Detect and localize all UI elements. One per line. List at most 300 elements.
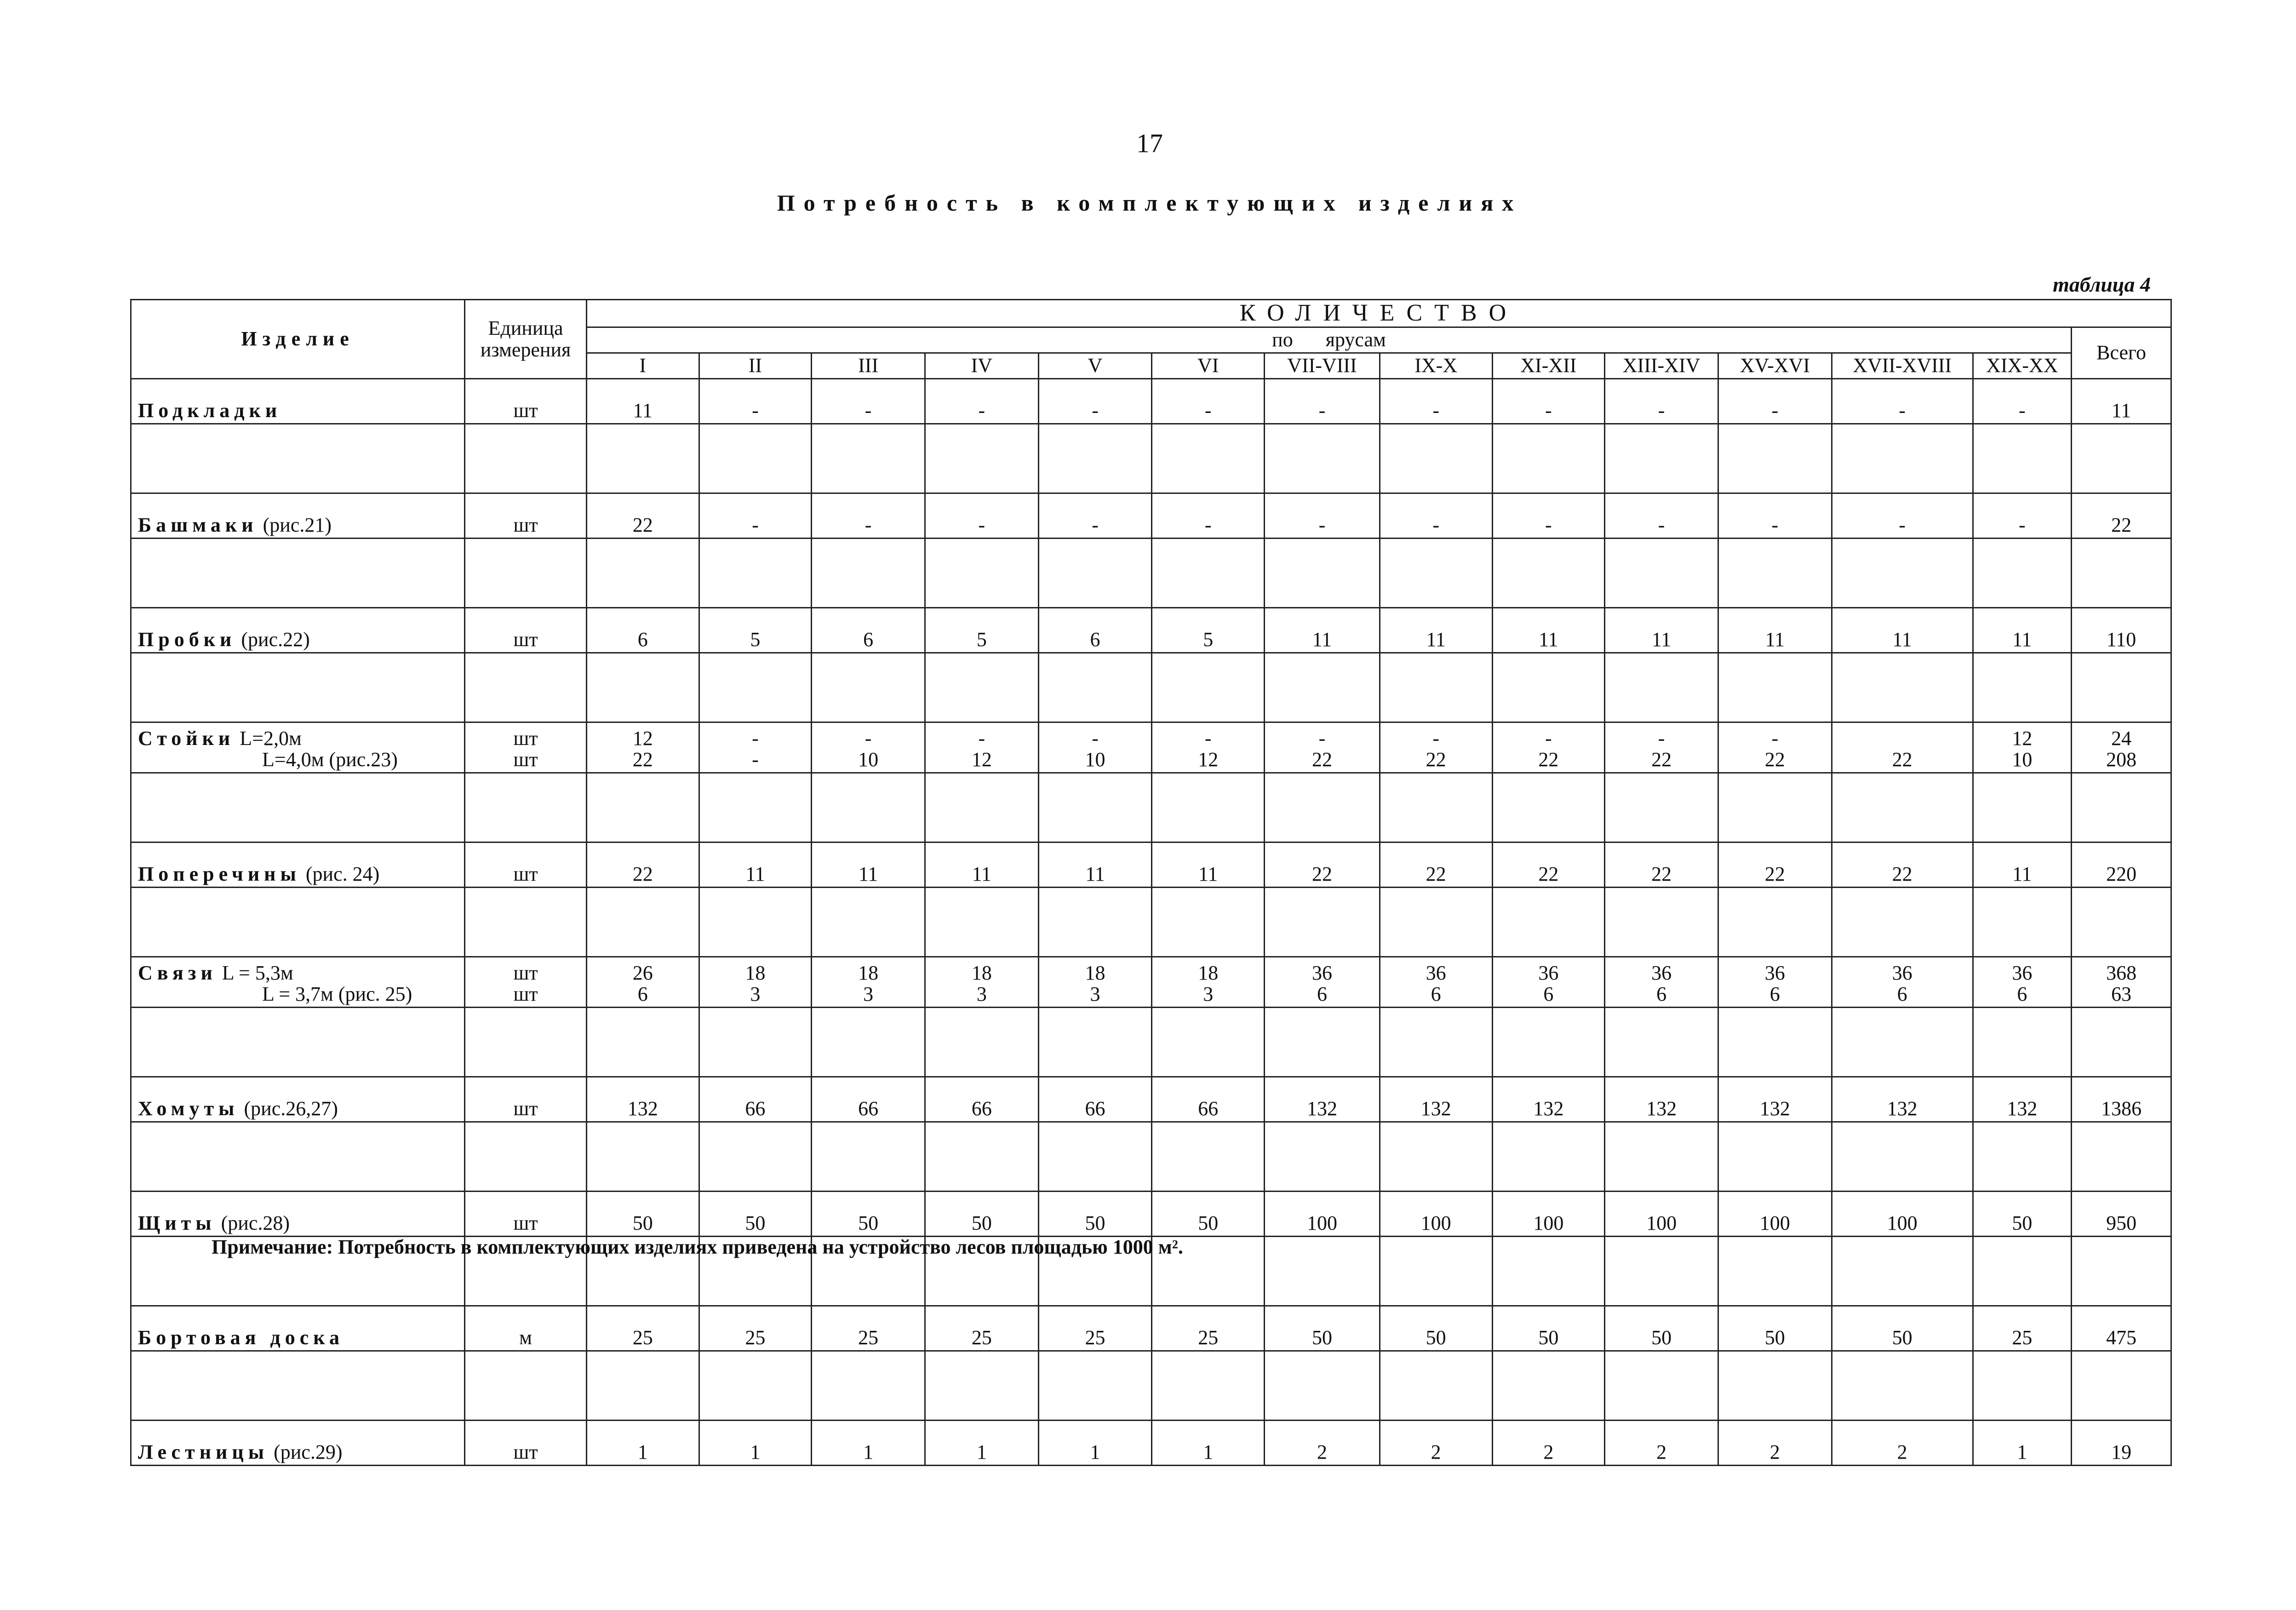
header-unit-line2: измерения: [480, 338, 571, 361]
unit-value: шт: [513, 399, 538, 422]
empty-cell: [131, 653, 465, 722]
qty-value: -: [1318, 513, 1326, 536]
qty-value: 11: [1312, 628, 1332, 651]
qty-cell: [1152, 842, 1265, 888]
spacer-row: [131, 1008, 2171, 1077]
empty-cell: [699, 1008, 812, 1077]
empty-cell: [1492, 424, 1605, 493]
qty-cell: [699, 379, 812, 424]
header-item: Изделие: [131, 300, 465, 379]
empty-cell: [465, 539, 587, 608]
empty-cell: [1380, 1237, 1492, 1306]
empty-cell: [1492, 1237, 1605, 1306]
qty-value: 36: [1892, 961, 1912, 984]
empty-cell: [1832, 1351, 1973, 1421]
empty-cell: [1832, 1008, 1973, 1077]
qty-cell: [1152, 1421, 1265, 1466]
empty-cell: [586, 424, 699, 493]
qty-cell: [586, 842, 699, 888]
qty-value: 2: [1656, 1440, 1667, 1463]
empty-cell: [812, 888, 925, 957]
empty-cell: [1832, 1122, 1973, 1192]
empty-cell: [586, 653, 699, 722]
empty-cell: [925, 1122, 1038, 1192]
spacer-row: [131, 1122, 2171, 1192]
header-unit: [465, 300, 587, 379]
qty-cell: [1265, 1077, 1380, 1122]
empty-cell: [1380, 1122, 1492, 1192]
qty-cell: [1380, 1421, 1492, 1466]
qty-value: 24: [2111, 727, 2132, 750]
qty-cell: [586, 493, 699, 539]
qty-value: -: [978, 399, 985, 422]
qty-value: 368: [2106, 961, 2137, 984]
qty-cell: [1265, 957, 1380, 1008]
qty-cell: [812, 1306, 925, 1351]
qty-value: 3: [976, 982, 987, 1005]
qty-value: -: [1771, 399, 1779, 422]
unit-value: шт: [513, 961, 538, 984]
empty-cell: [1492, 653, 1605, 722]
item-name-cell: [131, 608, 465, 653]
empty-cell: [1038, 1351, 1152, 1421]
qty-cell: [1973, 608, 2072, 653]
qty-value: 132: [1420, 1097, 1451, 1120]
qty-cell: [1380, 608, 1492, 653]
qty-cell: [1265, 842, 1380, 888]
qty-value: 220: [2106, 862, 2137, 885]
qty-cell: [1973, 1421, 2072, 1466]
total-cell: [2072, 722, 2171, 773]
empty-cell: [1380, 888, 1492, 957]
unit-value: шт: [513, 748, 538, 771]
item-row: [131, 608, 2171, 653]
item-name: Бортовая доска: [138, 1326, 344, 1349]
tier-header: VI: [1152, 353, 1265, 379]
qty-cell: [1380, 493, 1492, 539]
qty-value: 22: [1651, 862, 1672, 885]
qty-cell: [586, 1421, 699, 1466]
empty-cell: [1038, 539, 1152, 608]
qty-value: -: [752, 727, 759, 750]
qty-value: -: [1658, 513, 1665, 536]
qty-value: 10: [858, 748, 879, 771]
qty-value: 50: [1426, 1326, 1446, 1349]
qty-value: 3: [863, 982, 874, 1005]
empty-cell: [1718, 424, 1832, 493]
qty-value: 18: [1085, 961, 1105, 984]
qty-cell: [1605, 842, 1718, 888]
empty-cell: [1832, 773, 1973, 842]
item-name-cell: [131, 1077, 465, 1122]
empty-cell: [1605, 888, 1718, 957]
item-name-cell: [131, 379, 465, 424]
qty-value: -: [2019, 399, 2026, 422]
total-cell: [2072, 1077, 2171, 1122]
unit-value: шт: [513, 1440, 538, 1463]
qty-cell: [1973, 1077, 2072, 1122]
qty-cell: [1973, 1192, 2072, 1237]
unit-cell: [465, 842, 587, 888]
qty-value: 1: [863, 1440, 874, 1463]
item-name: Башмаки: [138, 513, 258, 536]
total-cell: [2072, 1421, 2171, 1466]
qty-value: 36: [1764, 961, 1785, 984]
qty-cell: [812, 957, 925, 1008]
qty-cell: [1152, 1192, 1265, 1237]
qty-value: -: [1432, 513, 1439, 536]
empty-cell: [2072, 888, 2171, 957]
empty-cell: [1718, 539, 1832, 608]
qty-value: 1386: [2101, 1097, 2142, 1120]
qty-value: 11: [1426, 628, 1446, 651]
empty-cell: [586, 888, 699, 957]
qty-cell: [1265, 1421, 1380, 1466]
qty-value: 22: [632, 513, 653, 536]
qty-value: 110: [2106, 628, 2136, 651]
item-row: [131, 379, 2171, 424]
qty-cell: [925, 1306, 1038, 1351]
qty-value: 10: [2012, 748, 2033, 771]
empty-cell: [812, 1351, 925, 1421]
qty-value: 11: [1892, 628, 1912, 651]
empty-cell: [465, 888, 587, 957]
qty-cell: [1832, 493, 1973, 539]
qty-value: 6: [863, 628, 874, 651]
qty-value: 36: [1651, 961, 1672, 984]
qty-cell: [1380, 1077, 1492, 1122]
spacer-row: [131, 1351, 2171, 1421]
empty-cell: [1152, 1008, 1265, 1077]
qty-value: 1: [750, 1440, 761, 1463]
qty-cell: [1973, 493, 2072, 539]
unit-cell: [465, 1192, 587, 1237]
qty-value: -: [2019, 513, 2026, 536]
qty-cell: [586, 608, 699, 653]
item-name-cell: [131, 842, 465, 888]
empty-cell: [925, 424, 1038, 493]
item-name-ref: (рис.22): [236, 628, 310, 651]
tier-header: XI-XII: [1492, 353, 1605, 379]
qty-value: 5: [1203, 628, 1214, 651]
qty-value: 22: [1892, 862, 1912, 885]
qty-value: 25: [858, 1326, 879, 1349]
qty-value: 22: [2111, 513, 2132, 536]
qty-cell: [1718, 842, 1832, 888]
qty-cell: [1605, 1421, 1718, 1466]
empty-cell: [1718, 888, 1832, 957]
empty-cell: [699, 888, 812, 957]
total-cell: [2072, 1192, 2171, 1237]
qty-value: 50: [1764, 1326, 1785, 1349]
unit-value: шт: [513, 982, 538, 1005]
empty-cell: [131, 539, 465, 608]
qty-value: 50: [971, 1211, 992, 1234]
item-name-ref: (рис.28): [216, 1211, 290, 1234]
qty-cell: [1265, 379, 1380, 424]
item-name: Лестницы: [138, 1440, 269, 1463]
table-label: таблица 4: [2053, 273, 2151, 296]
empty-cell: [925, 539, 1038, 608]
empty-cell: [465, 1122, 587, 1192]
empty-cell: [1265, 539, 1380, 608]
qty-value: 36: [2012, 961, 2033, 984]
tier-header: III: [812, 353, 925, 379]
qty-value: -: [978, 727, 985, 750]
qty-value: 22: [632, 748, 653, 771]
qty-cell: [1265, 1192, 1380, 1237]
qty-value: 50: [1198, 1211, 1219, 1234]
qty-value: 6: [1317, 982, 1327, 1005]
unit-cell: [465, 957, 587, 1008]
qty-value: 19: [2111, 1440, 2132, 1463]
qty-value: 6: [1431, 982, 1441, 1005]
qty-value: 18: [971, 961, 992, 984]
empty-cell: [1605, 1237, 1718, 1306]
empty-cell: [1605, 1008, 1718, 1077]
qty-cell: [1492, 1421, 1605, 1466]
qty-cell: [1973, 722, 2072, 773]
empty-cell: [925, 1008, 1038, 1077]
item-row: [131, 1192, 2171, 1237]
empty-cell: [1973, 1351, 2072, 1421]
empty-cell: [1718, 653, 1832, 722]
qty-cell: [1718, 379, 1832, 424]
qty-value: -: [1545, 399, 1552, 422]
qty-cell: [699, 957, 812, 1008]
qty-value: -: [1899, 513, 1906, 536]
item-name: Связи: [138, 961, 217, 984]
qty-value: 50: [1311, 1326, 1332, 1349]
qty-value: 100: [1646, 1211, 1677, 1234]
qty-value: 50: [1892, 1326, 1912, 1349]
unit-cell: [465, 1306, 587, 1351]
qty-cell: [1038, 957, 1152, 1008]
qty-cell: [1492, 493, 1605, 539]
empty-cell: [812, 1122, 925, 1192]
empty-cell: [1605, 1351, 1718, 1421]
qty-value: 100: [1759, 1211, 1790, 1234]
unit-value: шт: [513, 628, 538, 651]
tier-header: XIII-XIV: [1605, 353, 1718, 379]
empty-cell: [465, 424, 587, 493]
qty-value: 18: [1198, 961, 1219, 984]
empty-cell: [699, 539, 812, 608]
empty-cell: [1265, 773, 1380, 842]
header-unit-line1: Единица: [488, 317, 563, 340]
item-row: [131, 722, 2171, 773]
quantity-table: [130, 299, 2172, 1466]
qty-cell: [812, 1192, 925, 1237]
qty-value: 11: [633, 399, 653, 422]
tier-header: XVII-XVIII: [1832, 353, 1973, 379]
qty-cell: [1718, 1077, 1832, 1122]
qty-value: 6: [1656, 982, 1667, 1005]
item-name-line2: L = 3,7м (рис. 25): [262, 982, 412, 1005]
unit-value: шт: [513, 1211, 538, 1234]
qty-cell: [1832, 1192, 1973, 1237]
item-name: Подкладки: [138, 399, 282, 422]
qty-cell: [1605, 379, 1718, 424]
qty-cell: [1973, 1306, 2072, 1351]
qty-cell: [1605, 957, 1718, 1008]
empty-cell: [1152, 1122, 1265, 1192]
qty-value: -: [1092, 727, 1099, 750]
qty-value: 2: [1317, 1440, 1327, 1463]
qty-cell: [1038, 722, 1152, 773]
qty-cell: [1718, 722, 1832, 773]
header-total: Всего: [2072, 327, 2171, 379]
qty-value: 132: [1306, 1097, 1337, 1120]
empty-cell: [1265, 888, 1380, 957]
empty-cell: [1492, 1008, 1605, 1077]
empty-cell: [1492, 539, 1605, 608]
qty-value: -: [1545, 513, 1552, 536]
empty-cell: [586, 1122, 699, 1192]
qty-value: 22: [1764, 862, 1785, 885]
qty-cell: [1718, 608, 1832, 653]
qty-cell: [1152, 379, 1265, 424]
qty-value: 11: [858, 862, 878, 885]
qty-cell: [812, 493, 925, 539]
qty-cell: [1265, 722, 1380, 773]
qty-cell: [1492, 722, 1605, 773]
qty-cell: [1973, 379, 2072, 424]
qty-value: 6: [2017, 982, 2027, 1005]
qty-value: 6: [637, 628, 648, 651]
empty-cell: [131, 1122, 465, 1192]
qty-cell: [1038, 1306, 1152, 1351]
empty-cell: [1380, 424, 1492, 493]
empty-cell: [1492, 773, 1605, 842]
qty-cell: [812, 722, 925, 773]
empty-cell: [465, 653, 587, 722]
qty-value: 132: [1533, 1097, 1564, 1120]
qty-cell: [1605, 608, 1718, 653]
empty-cell: [1973, 1237, 2072, 1306]
qty-value: 22: [1892, 748, 1912, 771]
spacer-row: [131, 888, 2171, 957]
qty-cell: [1492, 379, 1605, 424]
empty-cell: [131, 424, 465, 493]
qty-cell: [1605, 722, 1718, 773]
qty-value: 22: [1426, 748, 1446, 771]
unit-value: шт: [513, 862, 538, 885]
qty-cell: [1605, 1077, 1718, 1122]
item-name: Щиты: [138, 1211, 216, 1234]
empty-cell: [1832, 1237, 1973, 1306]
qty-cell: [1152, 493, 1265, 539]
qty-cell: [1380, 379, 1492, 424]
qty-value: -: [865, 399, 872, 422]
qty-cell: [925, 608, 1038, 653]
qty-value: 11: [1765, 628, 1785, 651]
empty-cell: [1038, 1122, 1152, 1192]
empty-cell: [1492, 1351, 1605, 1421]
qty-cell: [812, 379, 925, 424]
empty-cell: [1718, 1237, 1832, 1306]
spacer-row: [131, 653, 2171, 722]
unit-cell: [465, 379, 587, 424]
empty-cell: [1973, 1122, 2072, 1192]
spacer-row: [131, 424, 2171, 493]
empty-cell: [2072, 1008, 2171, 1077]
unit-value: шт: [513, 727, 538, 750]
qty-value: 100: [1420, 1211, 1451, 1234]
unit-cell: [465, 1421, 587, 1466]
qty-value: 3: [1090, 982, 1100, 1005]
qty-cell: [1265, 1306, 1380, 1351]
item-row: [131, 493, 2171, 539]
qty-value: -: [1318, 727, 1326, 750]
item-row: [131, 1421, 2171, 1466]
qty-value: 22: [1311, 748, 1332, 771]
item-name: Стойки: [138, 727, 235, 750]
qty-value: -: [1771, 727, 1779, 750]
qty-value: 132: [627, 1097, 658, 1120]
qty-cell: [1492, 608, 1605, 653]
qty-value: 11: [2111, 399, 2131, 422]
qty-value: -: [752, 399, 759, 422]
empty-cell: [131, 773, 465, 842]
qty-value: 1: [2017, 1440, 2027, 1463]
empty-cell: [586, 539, 699, 608]
qty-cell: [699, 722, 812, 773]
item-row: [131, 957, 2171, 1008]
qty-cell: [925, 1077, 1038, 1122]
qty-value: -: [1204, 399, 1212, 422]
qty-value: 950: [2106, 1211, 2137, 1234]
empty-cell: [2072, 424, 2171, 493]
empty-cell: [1265, 1351, 1380, 1421]
qty-cell: [1718, 1421, 1832, 1466]
qty-value: -: [1318, 399, 1326, 422]
empty-cell: [1492, 888, 1605, 957]
empty-cell: [465, 773, 587, 842]
total-cell: [2072, 493, 2171, 539]
qty-value: -: [865, 727, 872, 750]
empty-cell: [1380, 773, 1492, 842]
qty-value: 22: [1538, 862, 1559, 885]
empty-cell: [1605, 773, 1718, 842]
qty-cell: [586, 1077, 699, 1122]
qty-value: 22: [632, 862, 653, 885]
empty-cell: [1973, 539, 2072, 608]
qty-cell: [1038, 1077, 1152, 1122]
qty-cell: [1718, 957, 1832, 1008]
qty-cell: [1152, 957, 1265, 1008]
empty-cell: [812, 1008, 925, 1077]
qty-value: 5: [750, 628, 761, 651]
empty-cell: [131, 1351, 465, 1421]
empty-cell: [1973, 888, 2072, 957]
empty-cell: [1605, 424, 1718, 493]
qty-cell: [812, 1421, 925, 1466]
qty-value: 1: [637, 1440, 648, 1463]
footnote: Примечание: Потребность в комплектующих изделиях приведена на устройство лесов площадью 1000 м².: [212, 1236, 1183, 1258]
qty-value: 100: [1887, 1211, 1918, 1234]
qty-value: 25: [632, 1326, 653, 1349]
qty-cell: [1038, 842, 1152, 888]
empty-cell: [1152, 773, 1265, 842]
total-cell: [2072, 957, 2171, 1008]
qty-cell: [812, 1077, 925, 1122]
empty-cell: [812, 539, 925, 608]
qty-value: 22: [1538, 748, 1559, 771]
empty-cell: [1380, 653, 1492, 722]
qty-value: 63: [2111, 982, 2132, 1005]
qty-value: 2: [1897, 1440, 1907, 1463]
